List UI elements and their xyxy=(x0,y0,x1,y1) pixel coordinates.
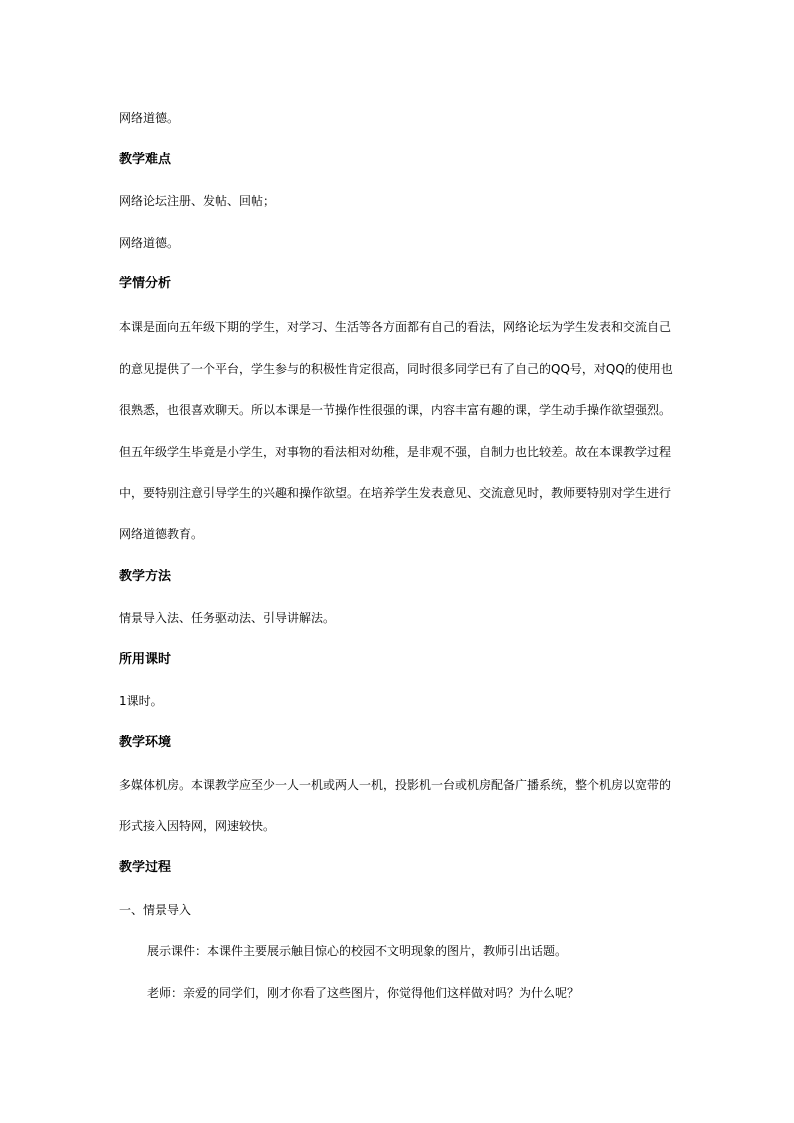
paragraph-line: 展示课件：本课件主要展示触目惊心的校园不文明现象的图片，教师引出话题。 xyxy=(147,944,568,958)
heading-teaching-environment: 教学环境 xyxy=(119,735,172,750)
paragraph-line: 老师：亲爱的同学们，刚才你看了这些图片，你觉得他们这样做对吗？为什么呢？ xyxy=(147,986,580,1000)
text-line: 网络道德。 xyxy=(119,111,180,125)
paragraph-line: 但五年级学生毕竟是小学生，对事物的看法相对幼稚，是非观不强，自制力也比较差。故在本课教学过程 xyxy=(119,445,672,459)
paragraph-line: 中，要特别注意引导学生的兴趣和操作欲望。在培养学生发表意见、交流意见时，教师要特别对学生进行 xyxy=(119,486,672,500)
paragraph-line: 很熟悉，也很喜欢聊天。所以本课是一节操作性很强的课，内容丰富有趣的课，学生动手操作欲望强烈。 xyxy=(119,403,672,417)
paragraph-line: 多媒体机房。本课教学应至少一人一机或两人一机，投影机一台或机房配备广播系统，整个机房以宽带的 xyxy=(119,778,672,792)
section-title: 一、情景导入 xyxy=(119,903,192,917)
heading-teaching-process: 教学过程 xyxy=(119,860,172,875)
text-line: 情景导入法、任务驱动法、引导讲解法。 xyxy=(119,611,336,625)
paragraph-line: 形式接入因特网，网速较快。 xyxy=(119,819,276,833)
text-line: 1课时。 xyxy=(119,694,163,708)
text-line: 网络论坛注册、发帖、回帖； xyxy=(119,194,276,208)
heading-teaching-methods: 教学方法 xyxy=(119,569,172,584)
paragraph-line: 网络道德教育。 xyxy=(119,527,204,541)
paragraph-line: 的意见提供了一个平台，学生参与的积极性肯定很高，同时很多同学已有了自己的QQ号，对QQ的使用也 xyxy=(119,362,673,376)
heading-teaching-difficulties: 教学难点 xyxy=(119,152,172,167)
heading-class-hours: 所用课时 xyxy=(119,652,172,667)
paragraph-line: 本课是面向五年级下期的学生，对学习、生活等各方面都有自己的看法，网络论坛为学生发表和交流自己 xyxy=(119,320,672,334)
text-line: 网络道德。 xyxy=(119,236,180,250)
heading-student-analysis: 学情分析 xyxy=(119,276,172,291)
